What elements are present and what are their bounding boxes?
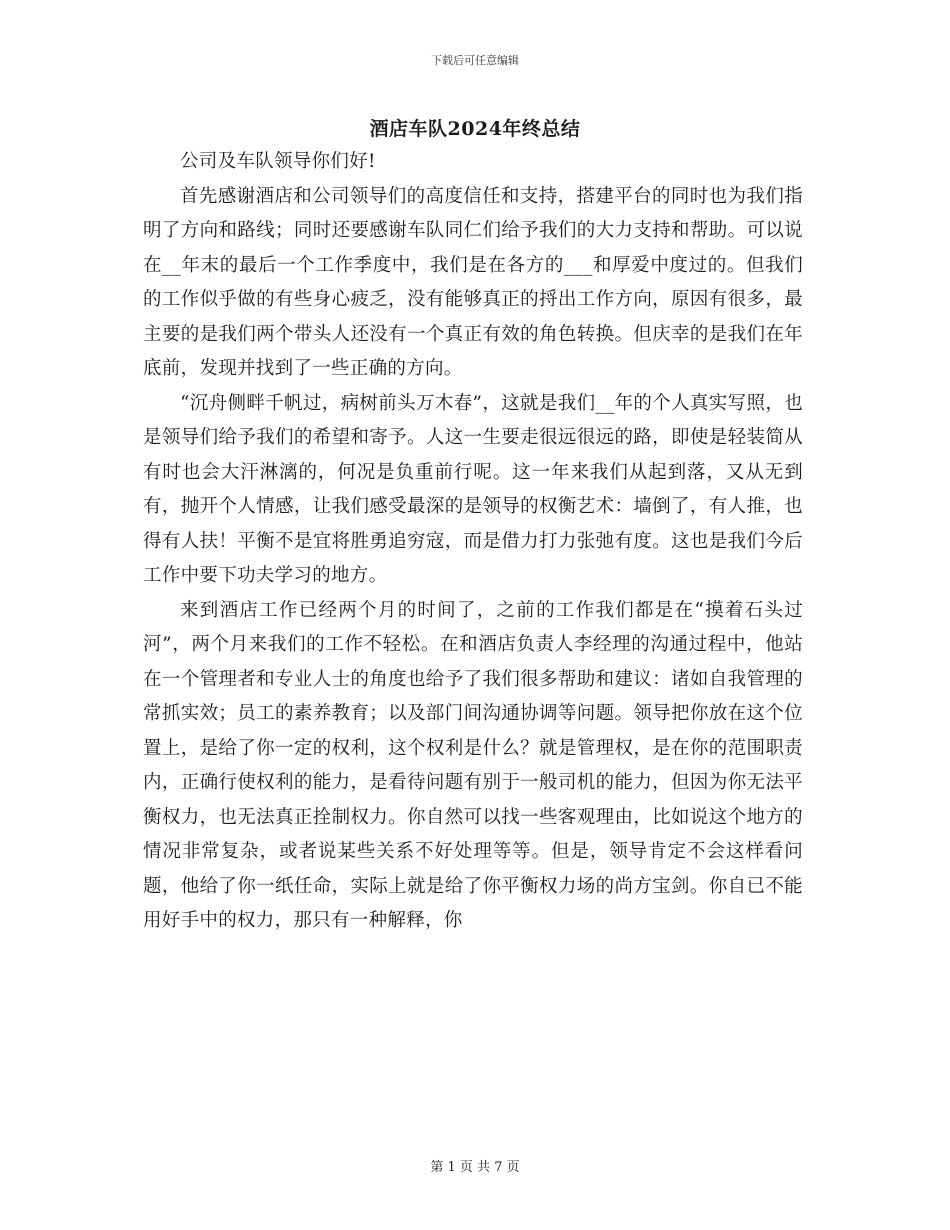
page-number: 第 1 页 共 7 页 bbox=[430, 1160, 520, 1175]
page-header-note: 下载后可任意编辑 bbox=[431, 54, 519, 67]
document-body bbox=[143, 145, 803, 939]
paragraph-thanks: 首先感谢酒店和公司领导们的高度信任和支持，搭建平台的同时也为我们指明了方向和路线；同时还要感谢车队同仁们给予我们的大力支持和帮助。可以说在__年末的最后一个工作季度中，我们是在各方的___和厚爱中度过的。但我们的工作似乎做的有些身心疲乏，没有能够真正的捋出工作方向，原因有很多，最主要的是我们两个带头人还没有一个真正有效的角色转换。但庆幸的是我们在年底前，发现并找到了一些正确的方向。 bbox=[143, 185, 803, 379]
paragraph-greeting: 公司及车队领导你们好! bbox=[180, 151, 376, 172]
paragraph-reflection: “沉舟侧畔千帆过，病树前头万木春”，这就是我们__年的个人真实写照，也是领导们给予我们的希望和寄予。人这一生要走很远很远的路，即使是轻装简从有时也会大汗淋漓的，何况是负重前行呢。这一年来我们从起到落，又从无到有，抛开个人情感，让我们感受最深的是领导的权衡艺术：墙倒了，有人推，也得有人扶！平衡不是宜将胜勇追穷寇，而是借力打力张弛有度。这也是我们今后工作中要下功夫学习的地方。 bbox=[143, 392, 803, 586]
paragraph-work-experience: 来到酒店工作已经两个月的时间了，之前的工作我们都是在“摸着石头过河”，两个月来我们的工作不轻松。在和酒店负责人李经理的沟通过程中，他站在一个管理者和专业人士的角度也给予了我们很多帮助和建议：诸如自我管理的常抓实效；员工的素养教育；以及部门间沟通协调等问题。领导把你放在这个位置上，是给了你一定的权利，这个权利是什么？就是管理权，是在你的范围职责内，正确行使权利的能力，是看待问题有别于一般司机的能力，但因为你无法平衡权力，也无法真正拴制权力。你自然可以找一些客观理由，比如说这个地方的情况非常复杂，或者说某些关系不好处理等等。但是，领导肯定不会这样看问题，他给了你一纸任命，实际上就是给了你平衡权力场的尚方宝剑。你自已不能用好手中的权力，那只有一种解释，你 bbox=[143, 599, 803, 931]
document-title: 酒店车队2024年终总结 bbox=[369, 118, 581, 140]
